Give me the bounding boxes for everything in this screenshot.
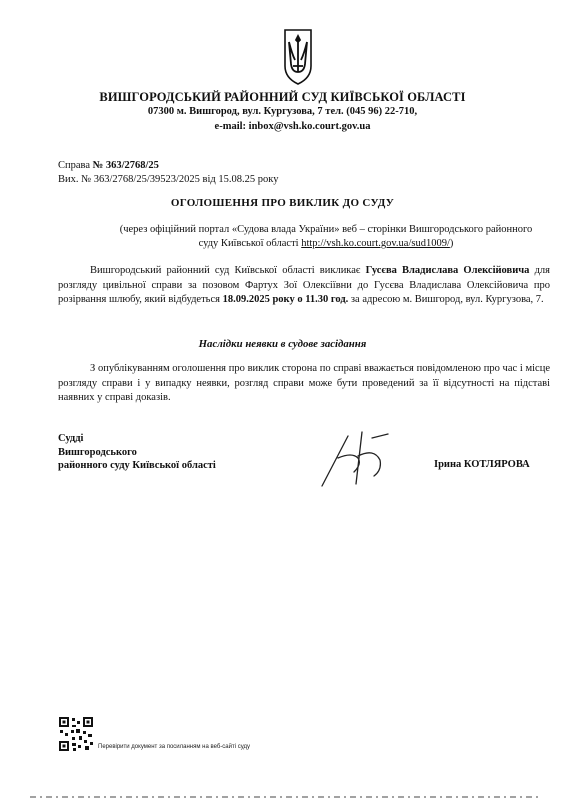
qr-caption: Перевірити документ за посиланням на веб-сайті суду — [98, 744, 251, 750]
signature-line-1: Судді — [58, 433, 84, 444]
court-portal-link[interactable]: http://vsh.ko.court.gov.ua/sud1009/ — [301, 238, 450, 249]
court-address: 07300 м. Вишгород, вул. Кургузова, 7 тел. (045 96) 22-710, — [147, 106, 418, 117]
scan-edge-line — [0, 796, 565, 798]
hearing-datetime: 18.09.2025 року о 11.30 год. — [222, 294, 349, 305]
summons-text-3: за адресою м. Вишгород, вул. Кургузова, 7. — [348, 294, 544, 305]
case-number — [58, 160, 159, 171]
handwritten-signature — [318, 428, 394, 490]
consequences-paragraph: З опублікуванням оголошення про виклик сторона по справі вважається повідомленою про час і місце розгляду справи і у випадку неявки, розгляд справи може бути проведений за її відсутності на підставі наявних у справі доказів. — [58, 363, 550, 403]
summons-text-2: для розгляду цивільної справи за позовом Фартух Зої Олексіївни до Гусєва Владислава Олексійовича про розірвання шлюбу, який відбудеться — [58, 265, 550, 305]
defendant-name: Гусєва Владислава Олексійовича — [365, 265, 530, 276]
consequences-heading: Наслідки неявки в судове засідання — [198, 338, 367, 350]
coat-of-arms-icon — [283, 28, 313, 86]
page-title: ОГОЛОШЕННЯ ПРО ВИКЛИК ДО СУДУ — [170, 197, 395, 209]
portal-note-line1: (через офіційний портал «Судова влада України» веб – сторінки Вишгородського районного — [119, 224, 533, 235]
signature-line-3: районного суду Київської області — [58, 460, 216, 471]
case-number-label: Справа — [58, 160, 91, 171]
qr-code-icon[interactable] — [58, 716, 94, 752]
court-email: e-mail: inbox@vsh.ko.court.gov.ua — [214, 121, 371, 132]
court-name: ВИШГОРОДСЬКИЙ РАЙОННИЙ СУД КИЇВСЬКОЇ ОБЛАСТІ — [99, 90, 466, 104]
case-number-value: № 363/2768/25 — [92, 160, 159, 171]
portal-note — [100, 223, 552, 251]
portal-note-end: ) — [449, 238, 454, 249]
signature-line-2: Вишгородського — [58, 446, 137, 458]
outgoing-number: Вих. № 363/2768/25/39523/2025 від 15.08.25 року — [58, 174, 279, 185]
signature-block — [58, 432, 216, 473]
summons-text-1: Вишгородський районний суд Київської області викликає — [90, 265, 366, 276]
portal-note-line2: суду Київської області — [198, 238, 302, 249]
judge-name: Ірина КОТЛЯРОВА — [434, 459, 530, 470]
summons-paragraph — [58, 264, 550, 308]
